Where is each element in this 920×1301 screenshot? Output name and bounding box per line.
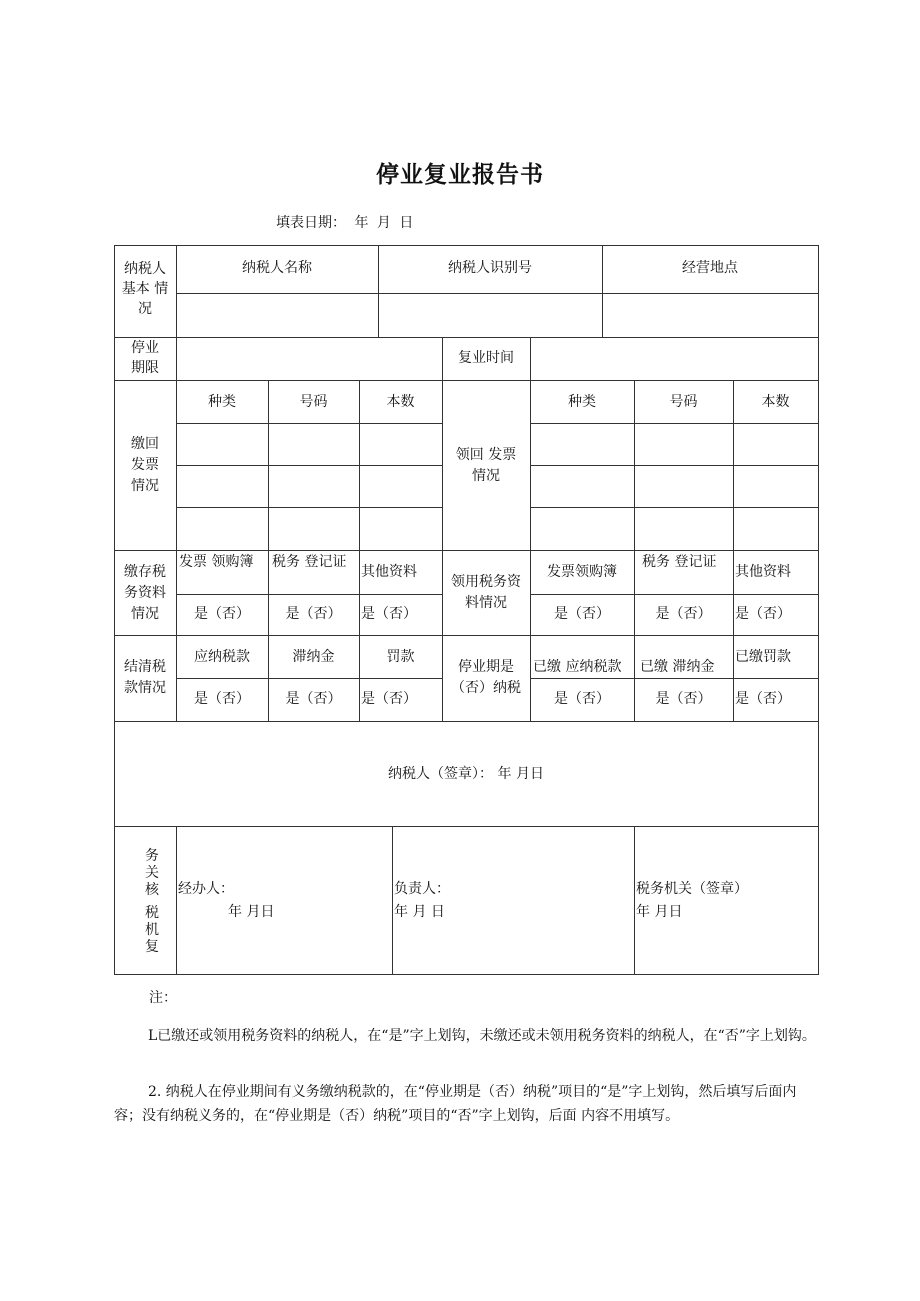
- material-yes-no: 是（否）: [735, 606, 791, 622]
- settle-yes-no: 是（否）: [361, 691, 417, 707]
- settle-yes-no: 是（否）: [655, 691, 712, 707]
- materials-return-label: 缴存税 务资料 情况: [124, 564, 166, 622]
- taxpayer-signature: 纳税人（签章）： 年 月日: [388, 766, 544, 782]
- note-item-1: L已缴还或领用税务资料的纳税人，在“是”字上划钩，未缴还或未领用税务资料的纳税人，在“否”字上划钩。: [148, 1028, 816, 1044]
- invoice-count-header-left: 本数: [386, 394, 415, 410]
- material-yes-no: 是（否）: [655, 606, 712, 622]
- invoice-type-header-right: 种类: [568, 394, 596, 410]
- material-right-item: 其他资料: [735, 564, 791, 580]
- notes-heading: 注：: [149, 990, 177, 1006]
- settle-paid-item: 已缴 滞纳金: [640, 659, 715, 675]
- material-left-item: 税务 登记证: [272, 554, 347, 570]
- review-vertical-label: 务 关 核 税 机 复: [145, 848, 159, 955]
- settle-item: 应纳税款: [194, 649, 250, 665]
- responsible-label: 负责人：: [394, 881, 450, 897]
- invoice-receive-label: 领回 发票 情况: [455, 447, 517, 484]
- settle-paid-item: 已缴罚款: [735, 649, 791, 665]
- suspend-period-label: 停业 期限: [131, 340, 159, 376]
- tax-office-date: 年 月日: [636, 904, 683, 920]
- invoice-number-header-right: 号码: [669, 394, 698, 410]
- material-right-item: 税务 登记证: [642, 554, 717, 570]
- fill-date-year: 年: [354, 215, 369, 231]
- material-right-item: 发票领购簿: [547, 564, 617, 580]
- handler-label: 经办人：: [178, 881, 234, 897]
- material-left-item: 发票 领购簿: [179, 554, 254, 570]
- note-item-2: 2. 纳税人在停业期间有义务缴纳税款的，在“停业期是（否）纳税”项目的“是”字上划钩，然后填写后面内容；没有纳税义务的，在“停业期是（否）纳税”项目的“否”字上划钩，后面 内容不用填写。: [114, 1084, 797, 1124]
- settle-item: 罚款: [386, 649, 415, 665]
- material-yes-no: 是（否）: [554, 606, 610, 622]
- settle-yes-no: 是（否）: [285, 691, 342, 707]
- taxpayer-id-header: 纳税人识别号: [448, 260, 532, 276]
- fill-date-label: 填表日期：: [276, 215, 346, 231]
- invoice-number-header-left: 号码: [299, 394, 328, 410]
- handler-date: 年 月日: [228, 904, 275, 920]
- material-yes-no: 是（否）: [361, 606, 417, 622]
- page-title: 停业复业报告书: [376, 162, 544, 188]
- responsible-date: 年 月 日: [394, 904, 445, 920]
- basic-info-label: 纳税人 基本 情 况: [121, 261, 169, 317]
- invoice-count-header-right: 本数: [761, 394, 790, 410]
- material-left-item: 其他资料: [361, 564, 417, 580]
- fill-date-day: 日: [399, 215, 414, 231]
- settle-yes-no: 是（否）: [554, 691, 610, 707]
- settle-paid-item: 已缴 应纳税款: [533, 659, 622, 675]
- material-yes-no: 是（否）: [285, 606, 342, 622]
- settle-yes-no: 是（否）: [194, 691, 250, 707]
- invoice-type-header-left: 种类: [208, 394, 236, 410]
- period-tax-label: 停业期是 （否）纳税: [451, 659, 521, 696]
- material-yes-no: 是（否）: [194, 606, 250, 622]
- taxpayer-name-header: 纳税人名称: [242, 260, 312, 276]
- fill-date-month: 月: [376, 215, 391, 231]
- settle-label: 结清税 款情况: [124, 659, 166, 696]
- tax-office-label: 税务机关（签章）: [636, 881, 748, 897]
- invoice-return-label: 缴回 发票 情况: [131, 436, 159, 494]
- resume-time-label: 复业时间: [458, 350, 514, 366]
- materials-receive-label: 领用税务资 料情况: [451, 574, 521, 611]
- settle-item: 滞纳金: [292, 649, 335, 665]
- business-address-header: 经营地点: [682, 260, 738, 276]
- settle-yes-no: 是（否）: [735, 691, 791, 707]
